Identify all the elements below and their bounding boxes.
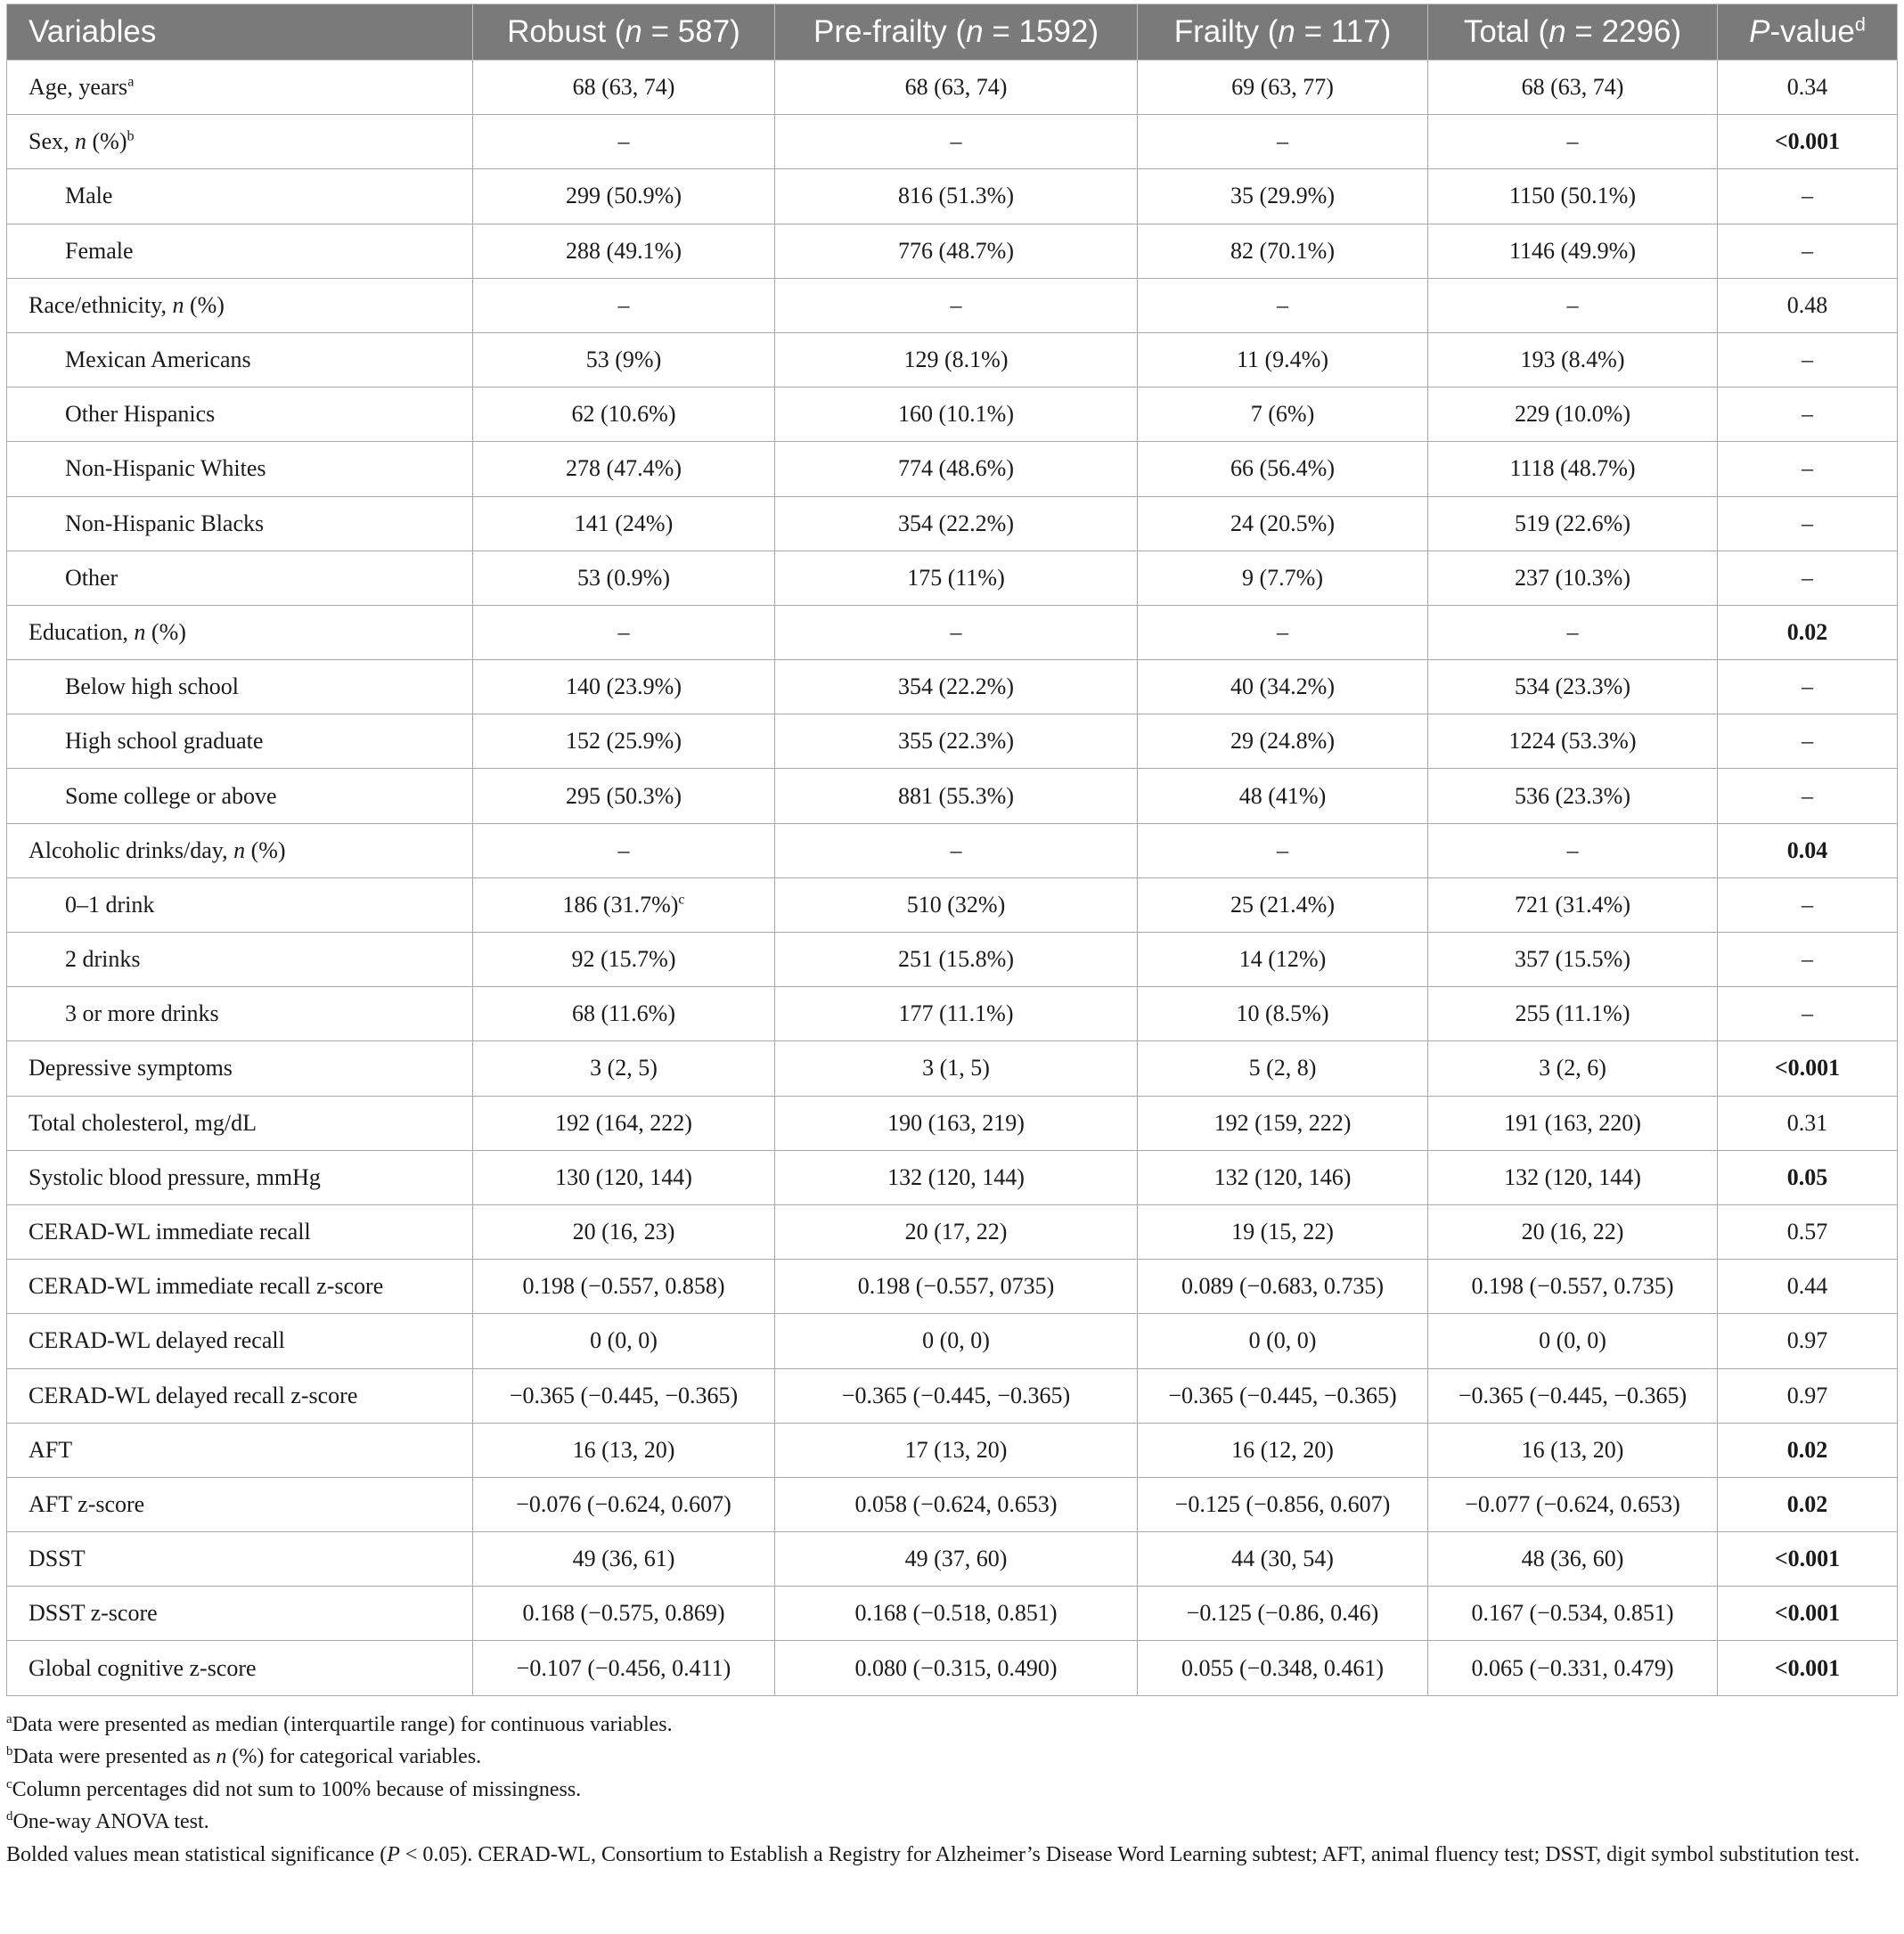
cell-frailty: 9 (7.7%): [1138, 551, 1428, 605]
cell-robust: −0.107 (−0.456, 0.411): [473, 1641, 775, 1695]
cell-pre-frailty: 49 (37, 60): [775, 1532, 1138, 1587]
cell-frailty: 66 (56.4%): [1138, 442, 1428, 496]
cell-robust: 278 (47.4%): [473, 442, 775, 496]
row-label: Alcoholic drinks/day, n (%): [7, 823, 473, 877]
cell-p-value: –: [1718, 933, 1898, 987]
cell-frailty: –: [1138, 278, 1428, 332]
cell-frailty: −0.125 (−0.86, 0.46): [1138, 1587, 1428, 1641]
row-label: CERAD-WL immediate recall z-score: [7, 1260, 473, 1314]
cell-total: 48 (36, 60): [1428, 1532, 1718, 1587]
table-row: [7, 769, 1898, 823]
row-label: Non-Hispanic Blacks: [7, 496, 473, 551]
cell-p-value: 0.04: [1718, 823, 1898, 877]
cell-frailty: 0 (0, 0): [1138, 1314, 1428, 1368]
cell-p-value: 0.02: [1718, 605, 1898, 659]
cell-p-value: –: [1718, 714, 1898, 769]
cell-robust: −0.076 (−0.624, 0.607): [473, 1477, 775, 1531]
table-row: [7, 1423, 1898, 1477]
cell-total: 229 (10.0%): [1428, 388, 1718, 442]
cell-robust: −0.365 (−0.445, −0.365): [473, 1368, 775, 1423]
cell-p-value: 0.57: [1718, 1204, 1898, 1259]
header-robust: Robust (n = 587): [473, 4, 775, 61]
cell-p-value: –: [1718, 877, 1898, 932]
cell-total: –: [1428, 605, 1718, 659]
table-row: [7, 1260, 1898, 1314]
table-row: [7, 1641, 1898, 1695]
cell-robust: –: [473, 278, 775, 332]
table-row: [7, 169, 1898, 224]
cell-pre-frailty: –: [775, 278, 1138, 332]
cell-pre-frailty: 510 (32%): [775, 877, 1138, 932]
cell-robust: 49 (36, 61): [473, 1532, 775, 1587]
row-label: 3 or more drinks: [7, 987, 473, 1041]
cell-robust: 295 (50.3%): [473, 769, 775, 823]
cell-robust: 20 (16, 23): [473, 1204, 775, 1259]
cell-robust: 0.198 (−0.557, 0.858): [473, 1260, 775, 1314]
table-row: [7, 1314, 1898, 1368]
cell-p-value: <0.001: [1718, 1587, 1898, 1641]
row-label: Female: [7, 224, 473, 278]
cell-p-value: –: [1718, 551, 1898, 605]
cell-total: 534 (23.3%): [1428, 660, 1718, 714]
cell-total: –: [1428, 278, 1718, 332]
cell-frailty: 48 (41%): [1138, 769, 1428, 823]
table-row: [7, 933, 1898, 987]
cell-pre-frailty: 177 (11.1%): [775, 987, 1138, 1041]
table-row: [7, 987, 1898, 1041]
cell-frailty: 7 (6%): [1138, 388, 1428, 442]
footnote-b: $^b$Data were presented as n (%) for categorical variables.: [6, 1744, 482, 1769]
cell-total: 237 (10.3%): [1428, 551, 1718, 605]
cell-frailty: –: [1138, 115, 1428, 169]
cell-robust: 299 (50.9%): [473, 169, 775, 224]
cell-pre-frailty: 0 (0, 0): [775, 1314, 1138, 1368]
cell-robust: 68 (11.6%): [473, 987, 775, 1041]
cell-robust: 62 (10.6%): [473, 388, 775, 442]
cell-frailty: 35 (29.9%): [1138, 169, 1428, 224]
cell-pre-frailty: 160 (10.1%): [775, 388, 1138, 442]
cell-frailty: –: [1138, 823, 1428, 877]
row-label: DSST z-score: [7, 1587, 473, 1641]
table-footnotes: [6, 1709, 1897, 1872]
cell-pre-frailty: 354 (22.2%): [775, 496, 1138, 551]
cell-robust: 3 (2, 5): [473, 1041, 775, 1096]
cell-frailty: 14 (12%): [1138, 933, 1428, 987]
cell-frailty: 44 (30, 54): [1138, 1532, 1428, 1587]
cell-pre-frailty: –: [775, 823, 1138, 877]
cell-frailty: 25 (21.4%): [1138, 877, 1428, 932]
table-row: [7, 1368, 1898, 1423]
row-label: CERAD-WL delayed recall: [7, 1314, 473, 1368]
cell-robust: 140 (23.9%): [473, 660, 775, 714]
cell-frailty: 69 (63, 77): [1138, 61, 1428, 115]
cell-robust: 0.168 (−0.575, 0.869): [473, 1587, 775, 1641]
table-header-row: [7, 4, 1898, 61]
header-pre-frailty: Pre-frailty (n = 1592): [775, 4, 1138, 61]
cell-total: 1146 (49.9%): [1428, 224, 1718, 278]
cell-total: 132 (120, 144): [1428, 1150, 1718, 1204]
table-row: [7, 61, 1898, 115]
cell-total: 519 (22.6%): [1428, 496, 1718, 551]
cell-total: 1224 (53.3%): [1428, 714, 1718, 769]
cell-robust: 92 (15.7%): [473, 933, 775, 987]
cell-p-value: –: [1718, 496, 1898, 551]
cell-robust: 68 (63, 74): [473, 61, 775, 115]
cell-p-value: 0.02: [1718, 1477, 1898, 1531]
cell-pre-frailty: 175 (11%): [775, 551, 1138, 605]
cell-pre-frailty: 251 (15.8%): [775, 933, 1138, 987]
cell-pre-frailty: 816 (51.3%): [775, 169, 1138, 224]
footnote-significance: Bolded values mean statistical significance (P < 0.05). CERAD-WL, Consortium to Establish a Registry for Alzheimer’s Disease Word Learning subtest; AFT, animal fluency test; DSST, digit symbol substitution test.: [6, 1843, 1860, 1866]
cell-frailty: 24 (20.5%): [1138, 496, 1428, 551]
cell-total: 255 (11.1%): [1428, 987, 1718, 1041]
header-total: Total (n = 2296): [1428, 4, 1718, 61]
cell-pre-frailty: 776 (48.7%): [775, 224, 1138, 278]
cell-p-value: –: [1718, 388, 1898, 442]
cell-frailty: 19 (15, 22): [1138, 1204, 1428, 1259]
cell-p-value: 0.44: [1718, 1260, 1898, 1314]
table-row: [7, 551, 1898, 605]
cell-p-value: –: [1718, 987, 1898, 1041]
cell-total: 191 (163, 220): [1428, 1096, 1718, 1150]
cell-total: 20 (16, 22): [1428, 1204, 1718, 1259]
cell-total: –: [1428, 823, 1718, 877]
cell-total: −0.365 (−0.445, −0.365): [1428, 1368, 1718, 1423]
row-label: CERAD-WL immediate recall: [7, 1204, 473, 1259]
cell-p-value: 0.97: [1718, 1314, 1898, 1368]
footnote-d: $^d$One-way ANOVA test.: [6, 1809, 209, 1834]
table-row: [7, 224, 1898, 278]
cell-p-value: –: [1718, 224, 1898, 278]
cell-pre-frailty: –: [775, 605, 1138, 659]
cell-pre-frailty: 0.058 (−0.624, 0.653): [775, 1477, 1138, 1531]
row-label: High school graduate: [7, 714, 473, 769]
cell-total: 0.198 (−0.557, 0.735): [1428, 1260, 1718, 1314]
cell-robust: –: [473, 605, 775, 659]
cell-pre-frailty: 68 (63, 74): [775, 61, 1138, 115]
table-row: [7, 278, 1898, 332]
cell-frailty: 132 (120, 146): [1138, 1150, 1428, 1204]
cell-frailty: 82 (70.1%): [1138, 224, 1428, 278]
cell-robust: 141 (24%): [473, 496, 775, 551]
row-label: Age, years$^a$: [7, 61, 473, 115]
row-label: Below high school: [7, 660, 473, 714]
cell-p-value: 0.34: [1718, 61, 1898, 115]
row-label: AFT z-score: [7, 1477, 473, 1531]
cell-total: 1118 (48.7%): [1428, 442, 1718, 496]
cell-total: 0.167 (−0.534, 0.851): [1428, 1587, 1718, 1641]
row-label: Some college or above: [7, 769, 473, 823]
row-label: Depressive symptoms: [7, 1041, 473, 1096]
row-label: Other: [7, 551, 473, 605]
cell-frailty: –: [1138, 605, 1428, 659]
cell-pre-frailty: 881 (55.3%): [775, 769, 1138, 823]
table-body: [7, 61, 1898, 1696]
table-row: [7, 442, 1898, 496]
cell-p-value: 0.97: [1718, 1368, 1898, 1423]
table-row: [7, 877, 1898, 932]
cell-pre-frailty: 3 (1, 5): [775, 1041, 1138, 1096]
cell-robust: 53 (0.9%): [473, 551, 775, 605]
row-label: Non-Hispanic Whites: [7, 442, 473, 496]
cell-p-value: 0.05: [1718, 1150, 1898, 1204]
cell-pre-frailty: 354 (22.2%): [775, 660, 1138, 714]
cell-p-value: <0.001: [1718, 1641, 1898, 1695]
table-wrapper: [6, 4, 1897, 1872]
cell-p-value: 0.48: [1718, 278, 1898, 332]
cell-robust: –: [473, 823, 775, 877]
cell-total: −0.077 (−0.624, 0.653): [1428, 1477, 1718, 1531]
cell-p-value: –: [1718, 769, 1898, 823]
footnote-c: $^c$Column percentages did not sum to 100% because of missingness.: [6, 1776, 582, 1801]
cell-frailty: −0.365 (−0.445, −0.365): [1138, 1368, 1428, 1423]
cell-pre-frailty: 355 (22.3%): [775, 714, 1138, 769]
row-label: CERAD-WL delayed recall z-score: [7, 1368, 473, 1423]
cell-total: 536 (23.3%): [1428, 769, 1718, 823]
table-row: [7, 1477, 1898, 1531]
table-row: [7, 1150, 1898, 1204]
table-row: [7, 496, 1898, 551]
cell-total: 0.065 (−0.331, 0.479): [1428, 1641, 1718, 1695]
cell-pre-frailty: 20 (17, 22): [775, 1204, 1138, 1259]
cell-total: 357 (15.5%): [1428, 933, 1718, 987]
cell-frailty: 5 (2, 8): [1138, 1041, 1428, 1096]
cell-robust: 130 (120, 144): [473, 1150, 775, 1204]
cell-pre-frailty: 132 (120, 144): [775, 1150, 1138, 1204]
cell-frailty: 40 (34.2%): [1138, 660, 1428, 714]
cell-frailty: 11 (9.4%): [1138, 332, 1428, 387]
cell-p-value: –: [1718, 660, 1898, 714]
row-label: Global cognitive z-score: [7, 1641, 473, 1695]
baseline-characteristics-table: [6, 4, 1898, 1696]
cell-frailty: 0.055 (−0.348, 0.461): [1138, 1641, 1428, 1695]
cell-p-value: –: [1718, 169, 1898, 224]
cell-total: 16 (13, 20): [1428, 1423, 1718, 1477]
cell-frailty: 29 (24.8%): [1138, 714, 1428, 769]
cell-pre-frailty: 129 (8.1%): [775, 332, 1138, 387]
row-label: AFT: [7, 1423, 473, 1477]
row-label: Systolic blood pressure, mmHg: [7, 1150, 473, 1204]
cell-frailty: 10 (8.5%): [1138, 987, 1428, 1041]
table-row: [7, 1204, 1898, 1259]
cell-p-value: –: [1718, 332, 1898, 387]
cell-robust: –: [473, 115, 775, 169]
row-label: Other Hispanics: [7, 388, 473, 442]
cell-robust: 53 (9%): [473, 332, 775, 387]
cell-total: 1150 (50.1%): [1428, 169, 1718, 224]
footnote-a: $^a$Data were presented as median (interquartile range) for continuous variables.: [6, 1711, 673, 1736]
table-row: [7, 388, 1898, 442]
cell-robust: 288 (49.1%): [473, 224, 775, 278]
cell-total: 193 (8.4%): [1428, 332, 1718, 387]
cell-pre-frailty: 17 (13, 20): [775, 1423, 1138, 1477]
table-row: [7, 660, 1898, 714]
row-label: Total cholesterol, mg/dL: [7, 1096, 473, 1150]
cell-robust: 16 (13, 20): [473, 1423, 775, 1477]
cell-p-value: <0.001: [1718, 115, 1898, 169]
header-p-value: P-value$^d$: [1718, 4, 1898, 61]
table-row: [7, 1587, 1898, 1641]
row-label: Sex, n (%)$^b$: [7, 115, 473, 169]
cell-total: 68 (63, 74): [1428, 61, 1718, 115]
cell-p-value: 0.31: [1718, 1096, 1898, 1150]
cell-pre-frailty: 774 (48.6%): [775, 442, 1138, 496]
cell-frailty: 0.089 (−0.683, 0.735): [1138, 1260, 1428, 1314]
table-row: [7, 714, 1898, 769]
table-row: [7, 332, 1898, 387]
cell-p-value: 0.02: [1718, 1423, 1898, 1477]
cell-frailty: 192 (159, 222): [1138, 1096, 1428, 1150]
cell-frailty: −0.125 (−0.856, 0.607): [1138, 1477, 1428, 1531]
row-label: Male: [7, 169, 473, 224]
cell-pre-frailty: 190 (163, 219): [775, 1096, 1138, 1150]
header-variables: Variables: [7, 4, 473, 61]
cell-pre-frailty: −0.365 (−0.445, −0.365): [775, 1368, 1138, 1423]
cell-total: –: [1428, 115, 1718, 169]
cell-p-value: <0.001: [1718, 1532, 1898, 1587]
row-label: Race/ethnicity, n (%): [7, 278, 473, 332]
table-row: [7, 1096, 1898, 1150]
row-label: Education, n (%): [7, 605, 473, 659]
table-row: [7, 115, 1898, 169]
cell-robust: 152 (25.9%): [473, 714, 775, 769]
row-label: DSST: [7, 1532, 473, 1587]
cell-robust: 192 (164, 222): [473, 1096, 775, 1150]
cell-pre-frailty: 0.168 (−0.518, 0.851): [775, 1587, 1138, 1641]
cell-p-value: <0.001: [1718, 1041, 1898, 1096]
cell-p-value: –: [1718, 442, 1898, 496]
header-frailty: Frailty (n = 117): [1138, 4, 1428, 61]
cell-total: 0 (0, 0): [1428, 1314, 1718, 1368]
cell-robust: 186 $(31.7\%)^c$: [473, 877, 775, 932]
cell-robust: 0 (0, 0): [473, 1314, 775, 1368]
cell-frailty: 16 (12, 20): [1138, 1423, 1428, 1477]
cell-pre-frailty: 0.198 (−0.557, 0735): [775, 1260, 1138, 1314]
table-row: [7, 823, 1898, 877]
cell-pre-frailty: –: [775, 115, 1138, 169]
table-row: [7, 1532, 1898, 1587]
row-label: 0–1 drink: [7, 877, 473, 932]
row-label: Mexican Americans: [7, 332, 473, 387]
row-label: 2 drinks: [7, 933, 473, 987]
table-row: [7, 605, 1898, 659]
cell-total: 3 (2, 6): [1428, 1041, 1718, 1096]
cell-pre-frailty: 0.080 (−0.315, 0.490): [775, 1641, 1138, 1695]
cell-total: 721 (31.4%): [1428, 877, 1718, 932]
table-row: [7, 1041, 1898, 1096]
